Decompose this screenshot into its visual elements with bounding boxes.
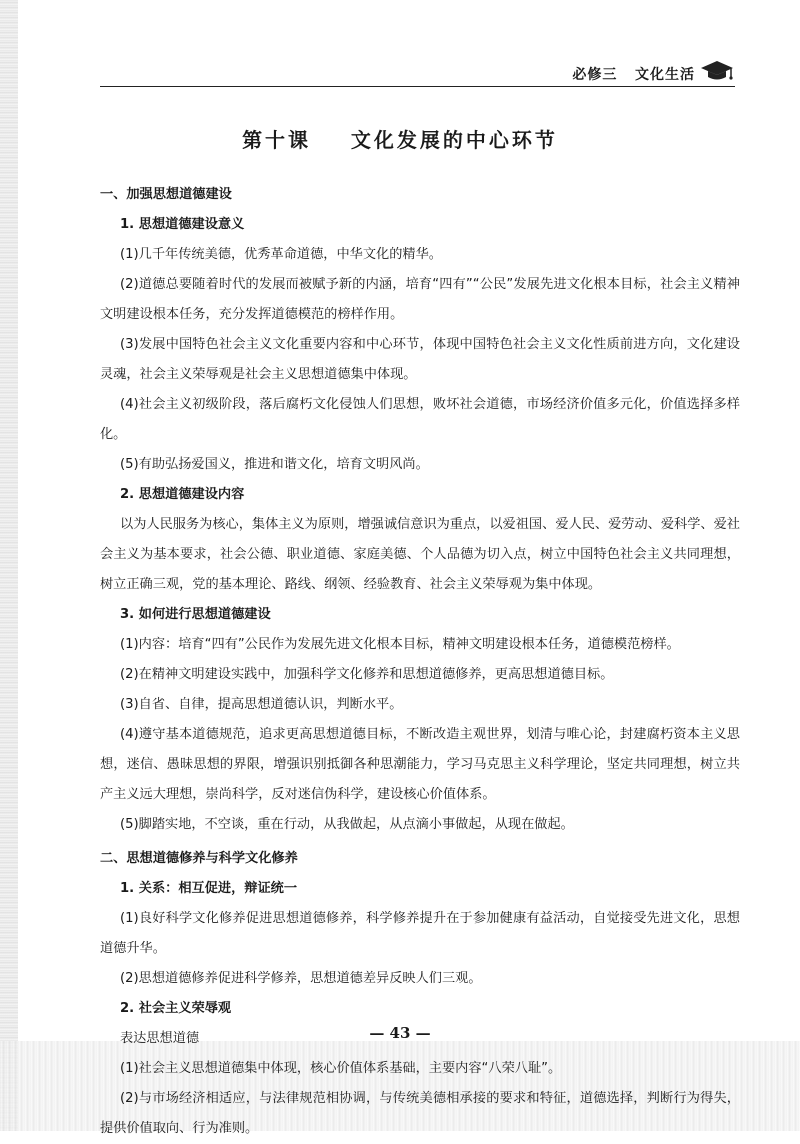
list-item: (2)与市场经济相适应，与法律规范相协调，与传统美德相承接的要求和特征，道德选择，判断行为得失，提供价值取向、行为准则。 <box>100 1091 740 1136</box>
subsection-heading-2-2: 2. 社会主义荣辱观 <box>120 1001 232 1016</box>
subsection-heading-2-1: 1. 关系：相互促进，辩证统一 <box>120 881 298 896</box>
subsection-heading-1-3: 3. 如何进行思想道德建设 <box>120 607 271 622</box>
list-item: (2)思想道德修养促进科学修养，思想道德差异反映人们三观。 <box>120 971 482 986</box>
subsection-heading-1-2: 2. 思想道德建设内容 <box>120 487 245 502</box>
scan-edge-left <box>0 0 18 1131</box>
list-item: (3)自省、自律，提高思想道德认识，判断水平。 <box>120 697 403 712</box>
paragraph: 表达思想道德 <box>120 1031 200 1046</box>
list-item: (1)内容：培育“四有”公民作为发展先进文化根本目标，精神文明建设根本任务，道德模范榜样。 <box>120 637 680 652</box>
list-item: (1)几千年传统美德，优秀革命道德，中华文化的精华。 <box>120 247 442 262</box>
graduation-cap-icon <box>699 58 735 82</box>
list-item: (2)在精神文明建设实践中，加强科学文化修养和思想道德修养，更高思想道德目标。 <box>120 667 614 682</box>
list-item: (2)道德总要随着时代的发展而被赋予新的内涵，培育“四有”“公民”发展先进文化根本目标，社会主义精神文明建设根本任务，充分发挥道德模范的榜样作用。 <box>100 277 740 322</box>
running-header <box>100 56 735 87</box>
lesson-title: 第十课 文化发展的中心环节 <box>242 128 558 152</box>
list-item: (5)有助弘扬爱国义，推进和谐文化，培育文明风尚。 <box>120 457 429 472</box>
list-item: (4)遵守基本道德规范，追求更高思想道德目标，不断改造主观世界，划清与唯心论，封建腐朽资本主义思想，迷信、愚昧思想的界限，增强识别抵御各种思潮能力，学习马克思主义科学理论，坚定共同理想，树立共产主义远大理想，崇尚科学，反对迷信伪科学，建设核心价值体系。 <box>100 727 740 802</box>
list-item: (1)良好科学文化修养促进思想道德修养，科学修养提升在于参加健康有益活动，自觉接受先进文化，思想道德升华。 <box>100 911 740 956</box>
paragraph: 以为人民服务为核心，集体主义为原则，增强诚信意识为重点，以爱祖国、爱人民、爱劳动、爱科学、爱社会主义为基本要求，社会公德、职业道德、家庭美德、个人品德为切入点，树立中国特色社会主义共同理想，树立正确三观，党的基本理论、路线、纲领、经验教育、社会主义荣辱观为集中体现。 <box>100 517 740 592</box>
subsection-heading-1-1: 1. 思想道德建设意义 <box>120 217 245 232</box>
list-item: (5)脚踏实地，不空谈，重在行动，从我做起，从点滴小事做起，从现在做起。 <box>120 817 574 832</box>
page-number: — 43 — <box>369 1024 431 1042</box>
header-text: 必修三 文化生活 <box>572 67 695 83</box>
section-heading-1: 一、加强思想道德建设 <box>100 187 232 202</box>
list-item: (1)社会主义思想道德集中体现，核心价值体系基础，主要内容“八荣八耻”。 <box>120 1061 562 1076</box>
list-item: (4)社会主义初级阶段，落后腐朽文化侵蚀人们思想，败坏社会道德，市场经济价值多元化，价值选择多样化。 <box>100 397 740 442</box>
lesson-content <box>100 180 740 1144</box>
section-heading-2: 二、思想道德修养与科学文化修养 <box>100 851 298 866</box>
list-item: (3)发展中国特色社会主义文化重要内容和中心环节，体现中国特色社会主义文化性质前进方向，文化建设灵魂，社会主义荣辱观是社会主义思想道德集中体现。 <box>100 337 740 382</box>
